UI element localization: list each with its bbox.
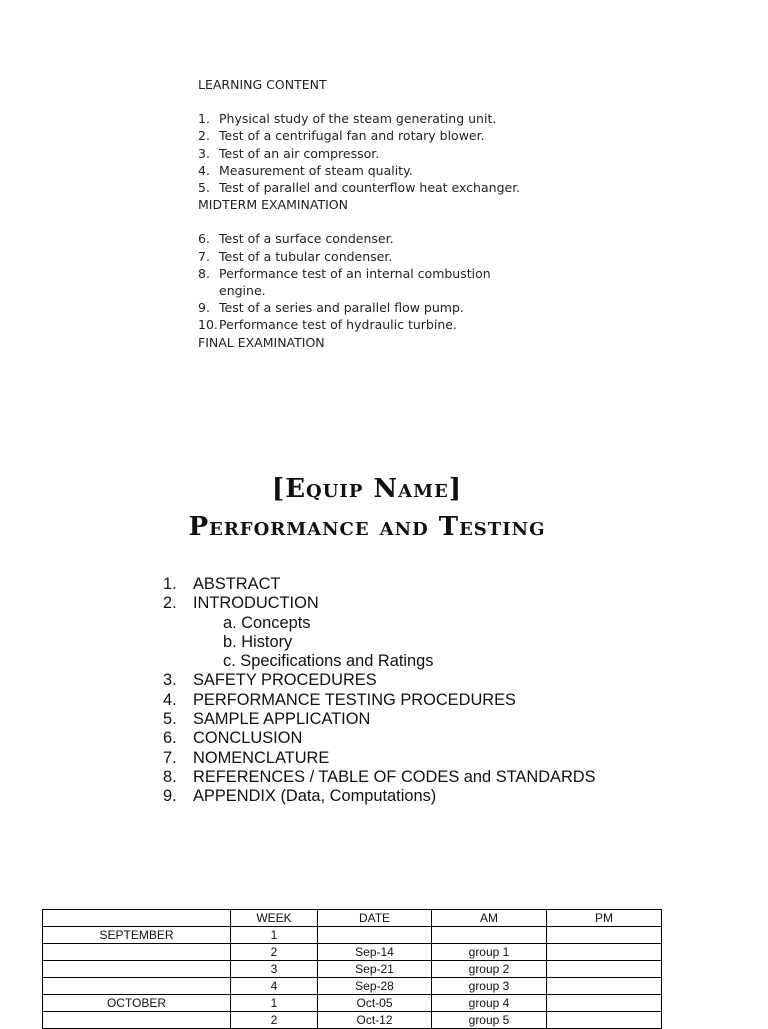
toc-text: a. Concepts [223,613,311,632]
item-number: 5. [198,180,210,196]
table-cell [547,927,662,944]
table-cell: group 4 [432,995,547,1012]
toc-text: ABSTRACT [193,575,281,593]
toc-number: 5. [163,710,177,729]
toc-number: 6. [163,729,177,748]
item-number: 3. [198,145,210,161]
toc-number: 3. [163,671,177,690]
table-cell [43,978,231,995]
midterm-label: MIDTERM EXAMINATION [198,197,348,213]
item-text: Test of a surface condenser. [219,231,394,247]
toc-text: PERFORMANCE TESTING PROCEDURES [193,690,516,709]
toc-number: 7. [163,748,177,767]
table-cell: SEPTEMBER [43,927,231,944]
table-of-contents [163,575,596,807]
title-line-2: Performance and Testing [188,512,546,542]
learning-content-item [198,162,529,179]
toc-item [163,575,596,594]
table-cell [318,927,432,944]
table-cell: group 3 [432,978,547,995]
toc-number: 2. [163,594,177,613]
table-row [43,961,662,978]
table-cell: Sep-14 [318,944,432,961]
item-text: Physical study of the steam generating unit. [219,111,497,127]
toc-number [163,614,193,633]
item-text: Test of an air compressor. [219,145,380,161]
table-cell [43,1012,231,1029]
item-number: 2. [198,128,210,144]
item-number: 9. [198,300,210,316]
toc-subitem [163,633,596,652]
toc-text: b. History [223,632,293,651]
item-number: 7. [198,248,210,264]
table-cell: 1 [231,927,318,944]
item-text: Performance test of an internal combustion engine. [219,265,491,299]
toc-item [163,729,596,748]
table-cell: 3 [231,961,318,978]
column-header: PM [547,910,662,927]
table-cell [547,978,662,995]
learning-content-item [198,248,529,265]
toc-text: SAMPLE APPLICATION [193,710,371,729]
learning-content-list-part2 [198,230,529,333]
table-cell: 2 [231,1012,318,1029]
table-cell: group 2 [432,961,547,978]
table-cell: OCTOBER [43,995,231,1012]
table-cell [547,944,662,961]
toc-subitem [163,614,596,633]
title-line-1: [Equip Name] [271,474,463,504]
table-row [43,995,662,1012]
learning-content-item [198,145,529,162]
learning-content-item [198,299,529,316]
learning-content-heading: LEARNING CONTENT [198,77,327,92]
table-cell: group 1 [432,944,547,961]
table-cell [547,995,662,1012]
toc-text: CONCLUSION [193,729,303,748]
toc-number: 4. [163,690,177,709]
learning-content-item [198,265,529,299]
toc-list [163,575,596,807]
table-cell: group 5 [432,1012,547,1029]
table-cell: 4 [231,978,318,995]
toc-text: REFERENCES / TABLE OF CODES and STANDARDS [193,767,596,786]
document-title [0,470,734,546]
learning-content-item [198,179,529,196]
table-row [43,944,662,961]
toc-text: APPENDIX (Data, Computations) [193,787,437,806]
table-row [43,978,662,995]
table-cell: Sep-28 [318,978,432,995]
table-cell: Oct-12 [318,1012,432,1029]
table-cell: 1 [231,995,318,1012]
toc-number: 9. [163,787,177,806]
toc-number: 8. [163,767,177,786]
learning-content-item [198,230,529,247]
table-cell [547,961,662,978]
toc-item [163,691,596,710]
toc-number [163,633,193,652]
column-header: WEEK [231,910,318,927]
toc-number [163,652,193,671]
learning-content-item [198,127,529,144]
item-text: Test of a series and parallel flow pump. [219,300,464,316]
table-cell: Oct-05 [318,995,432,1012]
toc-item [163,710,596,729]
item-number: 4. [198,162,210,178]
table-cell: Sep-21 [318,961,432,978]
learning-content [198,76,529,351]
item-number: 8. [198,265,210,281]
item-text: Test of a tubular condenser. [219,248,393,264]
item-text: Test of parallel and counterflow heat exchanger. [219,180,521,196]
item-number: 10. [198,317,218,333]
table-cell: 2 [231,944,318,961]
table-cell [547,1012,662,1029]
item-text: Performance test of hydraulic turbine. [219,317,457,333]
table-cell [432,927,547,944]
toc-item [163,787,596,806]
column-header [43,910,231,927]
toc-text: c. Specifications and Ratings [223,652,434,671]
final-label: FINAL EXAMINATION [198,334,325,350]
toc-item [163,671,596,690]
toc-number: 1. [163,575,177,593]
item-number: 1. [198,111,210,127]
toc-text: INTRODUCTION [193,594,319,613]
table-row [43,1012,662,1029]
toc-subitem [163,652,596,671]
item-text: Measurement of steam quality. [219,162,413,178]
table-cell [43,961,231,978]
toc-text: SAFETY PROCEDURES [193,671,377,690]
item-number: 6. [198,231,210,247]
toc-item [163,768,596,787]
table-cell [43,944,231,961]
toc-text: NOMENCLATURE [193,748,330,767]
table-header-row [43,910,662,927]
schedule-table [42,909,662,1029]
toc-item [163,594,596,613]
toc-item [163,749,596,768]
table-row [43,927,662,944]
column-header: DATE [318,910,432,927]
learning-content-list-part1 [198,110,529,196]
learning-content-item [198,316,529,333]
item-text: Test of a centrifugal fan and rotary blower. [219,128,485,144]
column-header: AM [432,910,547,927]
learning-content-item [198,110,529,127]
